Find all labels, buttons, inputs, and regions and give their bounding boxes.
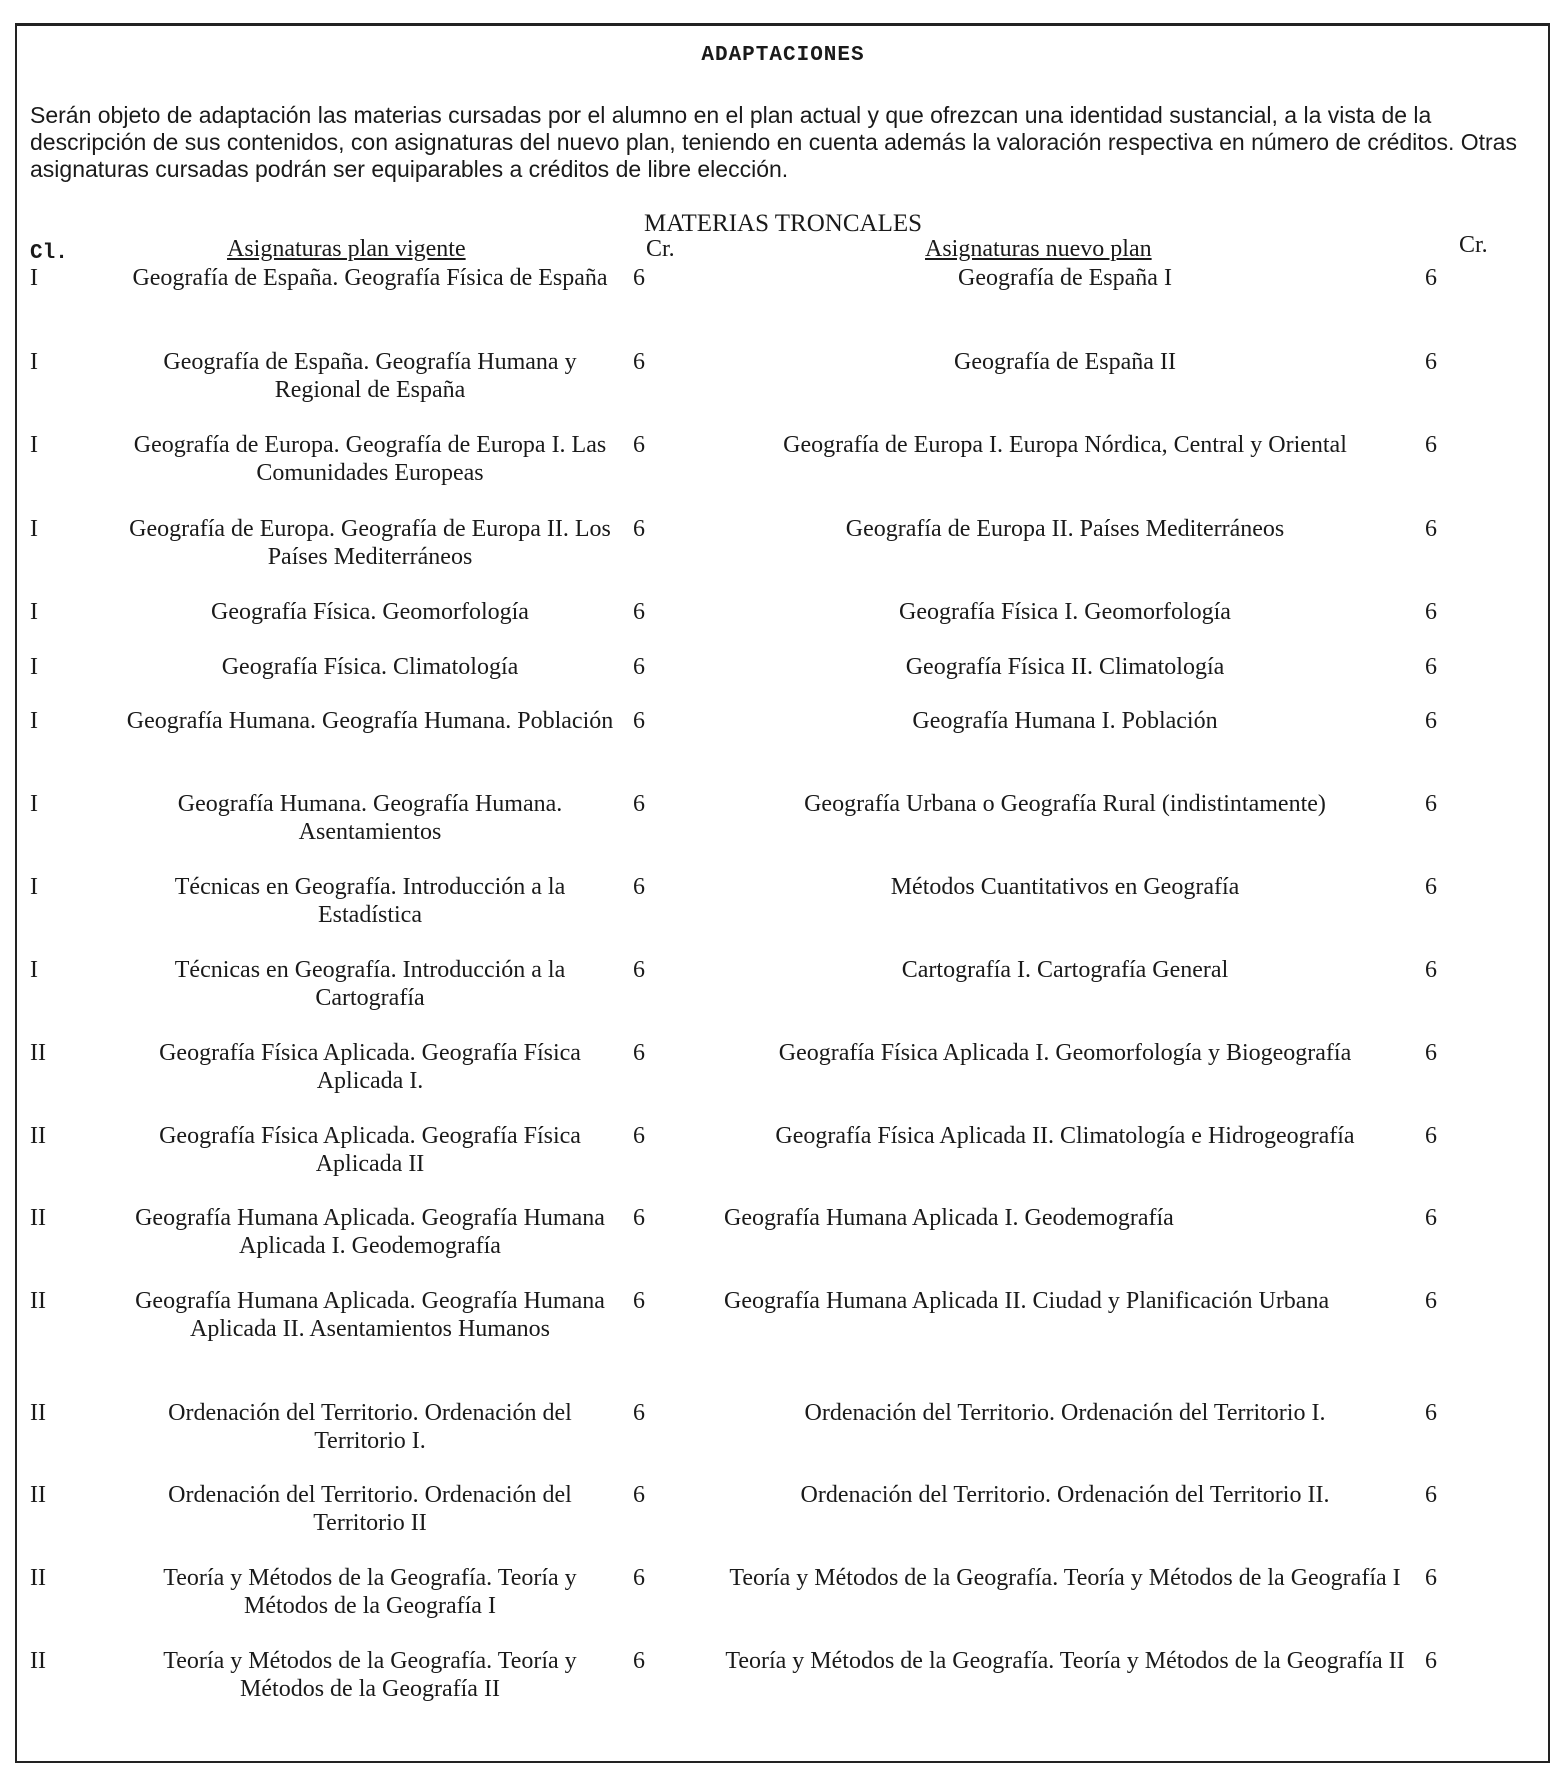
new-subject-cell: Geografía de España II — [954, 349, 1176, 375]
new-credits-cell: 6 — [1425, 1565, 1437, 1591]
old-subject-cell: Geografía Física Aplicada. Geografía Física Aplicada II — [159, 1123, 581, 1177]
class-cell: I — [30, 874, 38, 900]
old-subject-cell: Geografía Física. Geomorfología — [211, 599, 529, 625]
new-subject-cell: Geografía de España I — [958, 265, 1172, 291]
new-subject-cell: Geografía Física Aplicada I. Geomorfología y Biogeografía — [778, 1040, 1352, 1066]
class-cell: I — [30, 791, 38, 817]
old-credits-cell: 6 — [633, 791, 645, 817]
new-credits-cell: 6 — [1425, 1400, 1437, 1426]
old-subject-cell: Técnicas en Geografía. Introducción a la Cartografía — [174, 957, 566, 1011]
class-cell: I — [30, 265, 38, 291]
class-cell: II — [30, 1123, 46, 1149]
class-cell: I — [30, 432, 38, 458]
old-subject-cell: Técnicas en Geografía. Introducción a la Estadística — [174, 874, 566, 928]
page-title: ADAPTACIONES — [701, 44, 865, 67]
old-credits-cell: 6 — [633, 1648, 645, 1674]
old-credits-cell: 6 — [633, 349, 645, 375]
new-credits-cell: 6 — [1425, 1205, 1437, 1231]
old-credits-cell: 6 — [633, 1565, 645, 1591]
new-credits-cell: 6 — [1425, 1648, 1437, 1674]
class-cell: II — [30, 1288, 46, 1314]
new-subject-cell: Cartografía I. Cartografía General — [901, 957, 1229, 983]
old-credits-cell: 6 — [633, 1123, 645, 1149]
old-credits-cell: 6 — [633, 1400, 645, 1426]
new-credits-cell: 6 — [1425, 432, 1437, 458]
intro-paragraph: Serán objeto de adaptación las materias cursadas por el alumno en el plan actual y que ofrezcan una identidad sustancial, a la vista de la descripción de sus contenidos, con asignaturas del nuevo plan, teniendo en cuenta además la valoración respectiva en número de créditos. Otras asignaturas cursadas podrán ser equiparables a créditos de libre elección. — [30, 102, 1517, 182]
class-cell: I — [30, 599, 38, 625]
class-cell: II — [30, 1040, 46, 1066]
new-credits-cell: 6 — [1425, 599, 1437, 625]
old-credits-cell: 6 — [633, 874, 645, 900]
new-subject-cell: Métodos Cuantitativos en Geografía — [890, 874, 1240, 900]
new-subject-cell: Ordenación del Territorio. Ordenación del Territorio I. — [804, 1400, 1326, 1426]
header-cr1: Cr. — [646, 236, 675, 262]
old-subject-cell: Geografía de Europa. Geografía de Europa II. Los Países Mediterráneos — [129, 516, 611, 570]
old-credits-cell: 6 — [633, 599, 645, 625]
old-subject-cell: Ordenación del Territorio. Ordenación del Territorio I. — [168, 1400, 572, 1454]
class-cell: II — [30, 1565, 46, 1591]
new-credits-cell: 6 — [1425, 349, 1437, 375]
old-credits-cell: 6 — [633, 516, 645, 542]
new-subject-cell: Geografía Humana Aplicada II. Ciudad y Planificación Urbana — [724, 1288, 1330, 1314]
new-credits-cell: 6 — [1425, 1288, 1437, 1314]
class-cell: II — [30, 1205, 46, 1231]
old-subject-cell: Geografía de Europa. Geografía de Europa I. Las Comunidades Europeas — [133, 432, 607, 486]
old-subject-cell: Geografía Humana. Geografía Humana. Población — [126, 708, 614, 734]
new-credits-cell: 6 — [1425, 1482, 1437, 1508]
header-cl: Cl. — [30, 242, 68, 265]
new-credits-cell: 6 — [1425, 516, 1437, 542]
new-subject-cell: Geografía Física II. Climatología — [905, 654, 1225, 680]
old-credits-cell: 6 — [633, 432, 645, 458]
old-subject-cell: Geografía Física Aplicada. Geografía Física Aplicada I. — [159, 1040, 581, 1094]
header-cr2: Cr. — [1459, 232, 1488, 258]
old-subject-cell: Ordenación del Territorio. Ordenación del Territorio II — [168, 1482, 572, 1536]
old-subject-cell: Geografía Humana Aplicada. Geografía Humana Aplicada II. Asentamientos Humanos — [135, 1288, 605, 1342]
new-credits-cell: 6 — [1425, 708, 1437, 734]
old-subject-cell: Geografía Física. Climatología — [221, 654, 519, 680]
old-credits-cell: 6 — [633, 1288, 645, 1314]
old-credits-cell: 6 — [633, 1040, 645, 1066]
new-credits-cell: 6 — [1425, 874, 1437, 900]
header-new-plan: Asignaturas nuevo plan — [925, 236, 1152, 262]
header-old-plan: Asignaturas plan vigente — [227, 236, 466, 262]
new-subject-cell: Geografía Física I. Geomorfología — [899, 599, 1231, 625]
class-cell: II — [30, 1482, 46, 1508]
old-subject-cell: Geografía de España. Geografía Física de España — [132, 265, 608, 291]
old-subject-cell: Geografía de España. Geografía Humana y Regional de España — [163, 349, 577, 403]
old-subject-cell: Geografía Humana Aplicada. Geografía Humana Aplicada I. Geodemografía — [135, 1205, 605, 1259]
new-subject-cell: Teoría y Métodos de la Geografía. Teoría y Métodos de la Geografía II — [725, 1648, 1405, 1674]
new-subject-cell: Geografía Física Aplicada II. Climatología e Hidrogeografía — [775, 1123, 1355, 1149]
old-subject-cell: Teoría y Métodos de la Geografía. Teoría y Métodos de la Geografía I — [163, 1565, 577, 1619]
old-credits-cell: 6 — [633, 708, 645, 734]
old-credits-cell: 6 — [633, 1205, 645, 1231]
class-cell: I — [30, 516, 38, 542]
old-subject-cell: Geografía Humana. Geografía Humana. Asentamientos — [177, 791, 563, 845]
new-credits-cell: 6 — [1425, 957, 1437, 983]
new-credits-cell: 6 — [1425, 265, 1437, 291]
old-credits-cell: 6 — [633, 1482, 645, 1508]
class-cell: I — [30, 654, 38, 680]
new-credits-cell: 6 — [1425, 1123, 1437, 1149]
new-subject-cell: Geografía de Europa I. Europa Nórdica, Central y Oriental — [783, 432, 1347, 458]
old-subject-cell: Teoría y Métodos de la Geografía. Teoría y Métodos de la Geografía II — [163, 1648, 577, 1702]
section-heading: MATERIAS TRONCALES — [643, 210, 923, 237]
new-subject-cell: Geografía Humana I. Población — [912, 708, 1218, 734]
class-cell: II — [30, 1648, 46, 1674]
class-cell: I — [30, 957, 38, 983]
new-subject-cell: Ordenación del Territorio. Ordenación del Territorio II. — [800, 1482, 1330, 1508]
new-credits-cell: 6 — [1425, 1040, 1437, 1066]
new-subject-cell: Geografía Humana Aplicada I. Geodemografía — [724, 1205, 1174, 1231]
new-subject-cell: Geografía Urbana o Geografía Rural (indistintamente) — [804, 791, 1326, 817]
class-cell: II — [30, 1400, 46, 1426]
class-cell: I — [30, 349, 38, 375]
class-cell: I — [30, 708, 38, 734]
new-subject-cell: Teoría y Métodos de la Geografía. Teoría y Métodos de la Geografía I — [729, 1565, 1401, 1591]
new-credits-cell: 6 — [1425, 791, 1437, 817]
new-credits-cell: 6 — [1425, 654, 1437, 680]
old-credits-cell: 6 — [633, 957, 645, 983]
old-credits-cell: 6 — [633, 265, 645, 291]
new-subject-cell: Geografía de Europa II. Países Mediterráneos — [845, 516, 1285, 542]
old-credits-cell: 6 — [633, 654, 645, 680]
